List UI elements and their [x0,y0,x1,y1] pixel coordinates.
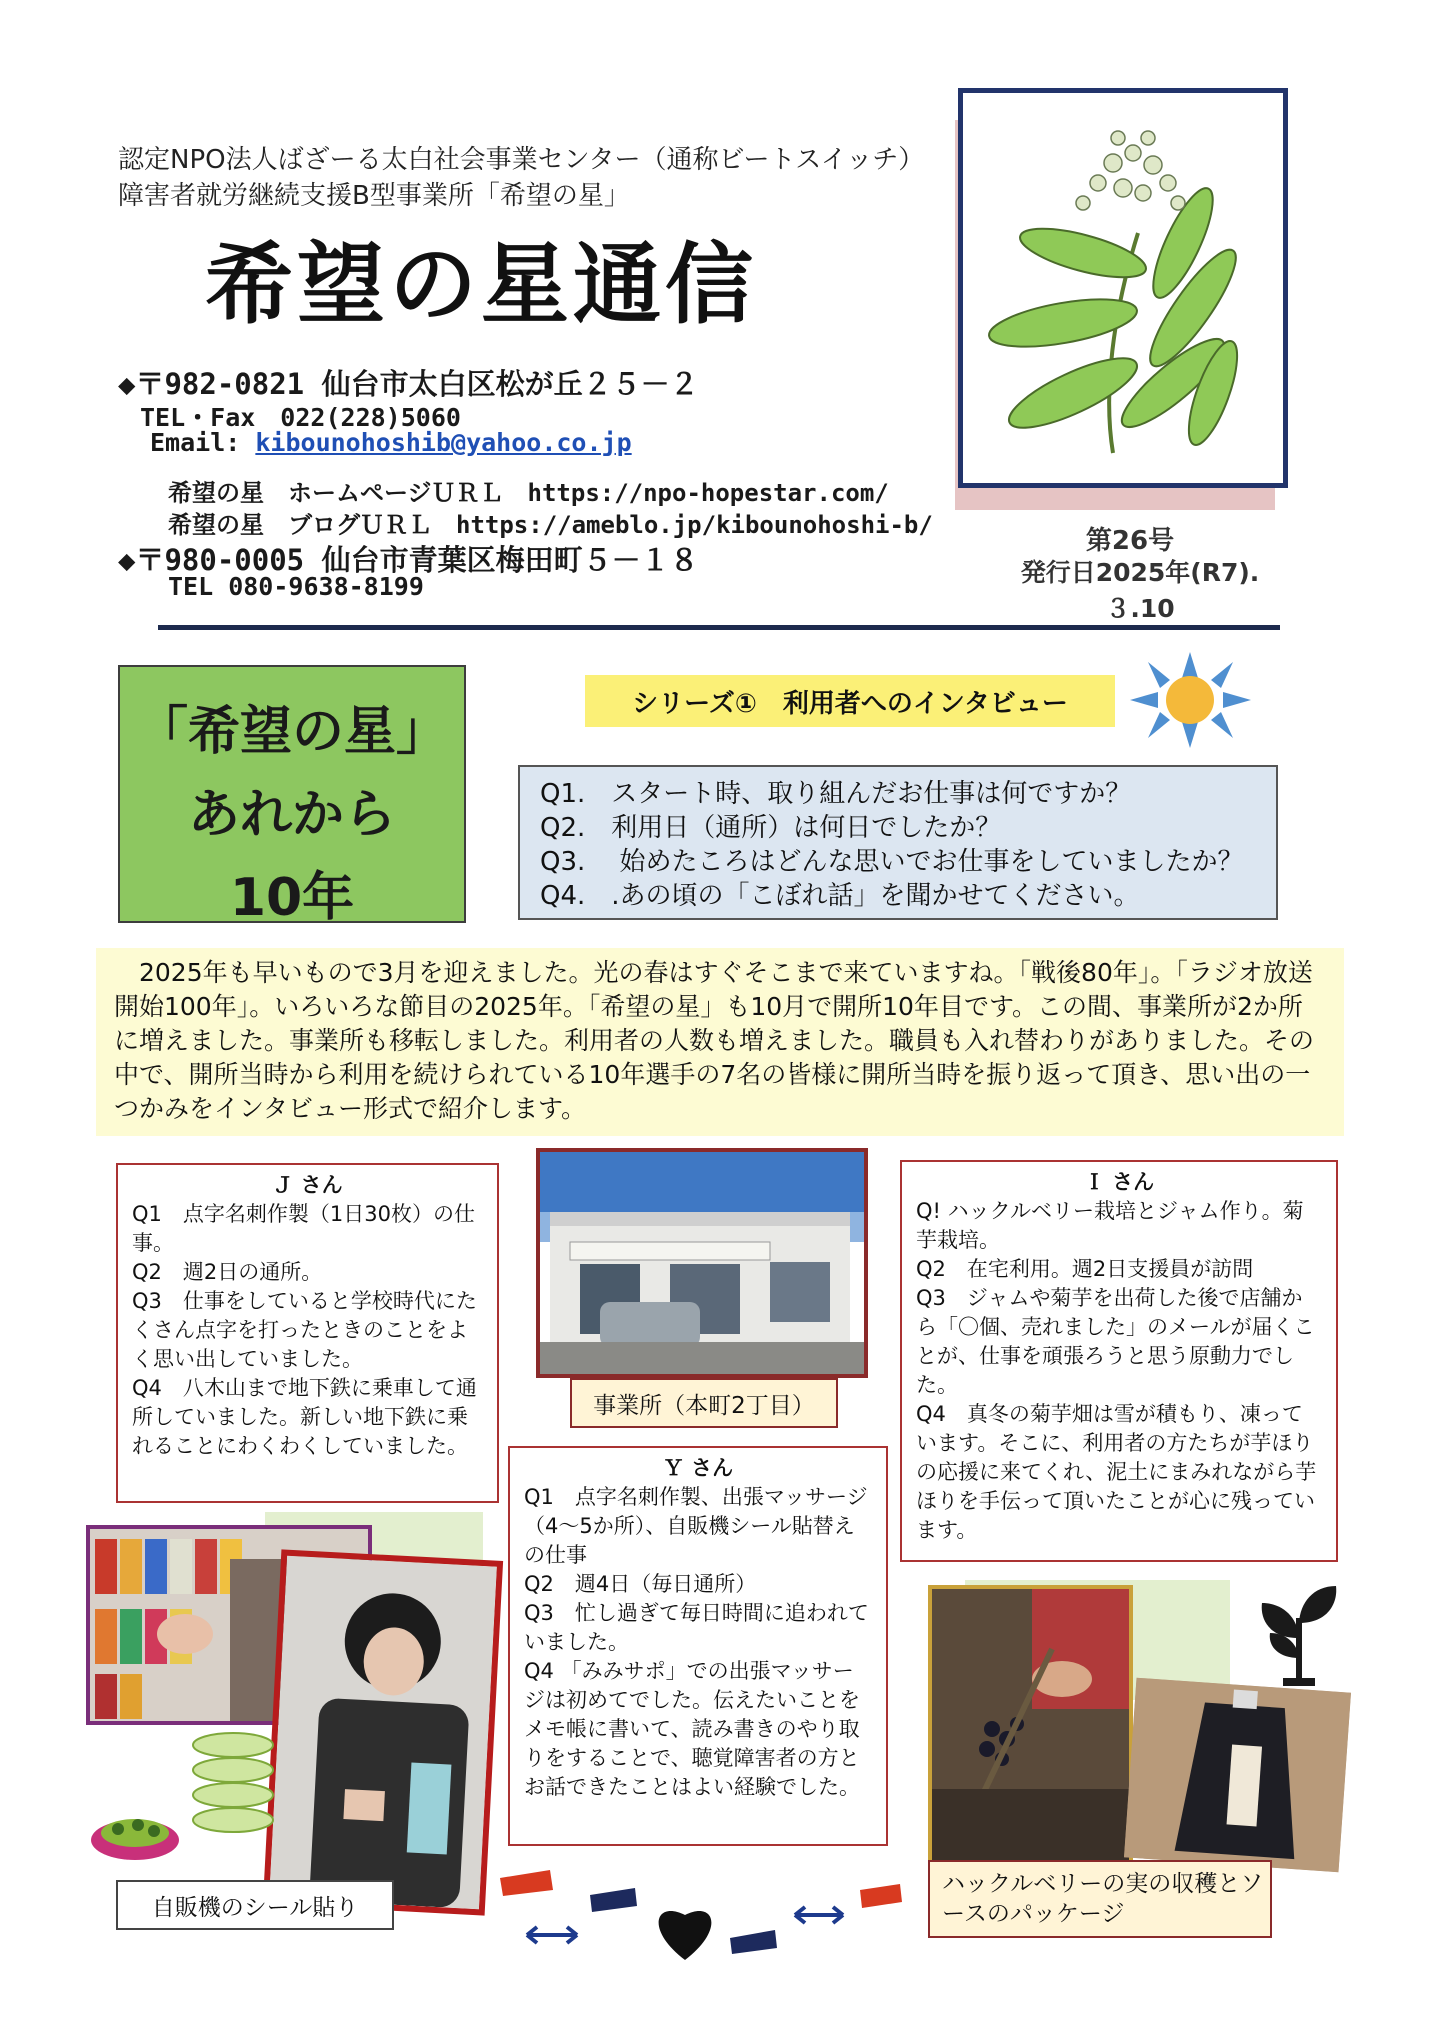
org-line-2: 障害者就労継続支援B型事業所「希望の星」 [118,181,630,211]
dessert-icon [88,1795,183,1865]
tel-fax: TEL・Fax 022(228)5060 [140,403,461,432]
issue-number: 第26号 [1085,526,1175,556]
answer-1: Q1 点字名刺作製、出張マッサージ（4～5か所）、自販機シール貼替えの仕事 [524,1485,868,1567]
interview-i [900,1160,1338,1562]
question-1: Q1. スタート時、取り組んだお仕事は何ですか？ [540,779,1132,809]
vending-caption: 自販機のシール貼り [116,1880,394,1930]
sauce-photo [1124,1678,1351,1873]
plant-illustration [958,88,1288,488]
person-name: Ｙ さん [662,1456,734,1480]
question-2: Q2. 利用日（通所）は何日でしたか？ [540,813,1002,843]
feature-title-box [118,665,466,928]
answer-4: Q4 真冬の菊芋畑は雪が積もり、凍っています。そこに、利用者の方たちが芋ほりの応援に来てくれ、泥土にまみれながら芋ほりを手伝って頂いたことが心に残っています。 [916,1402,1317,1542]
feature-line-1: 「希望の星」 [135,702,448,762]
questions-box [518,765,1278,920]
decorative-bunting [495,1860,905,1970]
header-divider [158,625,1280,630]
address-1: ◆〒982-0821 仙台市太白区松が丘２５－２ [118,367,699,401]
office-caption: 事業所（本町2丁目） [570,1378,838,1428]
answer-2: Q2 週2日の通所。 [132,1260,323,1284]
homepage-url[interactable]: 希望の星 ホームページＵＲＬ https://npo-hopestar.com/ [168,479,889,507]
series-label: シリーズ① 利用者へのインタビュー [585,675,1115,727]
sprout-icon [1258,1578,1340,1688]
feature-line-3: 10年 [229,868,355,928]
sun-icon [1128,650,1253,750]
sticker-photo [263,1549,503,1915]
office-photo [536,1148,868,1378]
address-2: ◆〒980-0005 仙台市青葉区梅田町５－１８ [118,543,699,577]
question-3: Q3. 始めたころはどんな思いでお仕事をしていましたか？ [540,847,1244,877]
answer-3: Q3 ジャムや菊芋を出荷した後で店舗から「〇個、売れました」のメールが届くことが、仕事を頑張ろうと思う原動力でした。 [916,1286,1315,1397]
email-link[interactable]: kibounohoshib@yahoo.co.jp [255,428,632,457]
answer-4: Q4 「みみサポ」での出張マッサージは初めてでした。伝えたいことをメモ帳に書いて、読み書きのやり取りをすることで、聴覚障害者の方とお話できたことはよい経験でした。 [524,1659,860,1799]
jelly-cups-icon [185,1725,280,1835]
answer-4: Q4 八木山まで地下鉄に乗車して通所していました。新しい地下鉄に乗れることにわくわくしていました。 [132,1376,477,1458]
answer-3: Q3 忙し過ぎて毎日時間に追われていました。 [524,1601,869,1654]
person-name: Ｉ さん [1083,1170,1155,1194]
blog-url[interactable]: 希望の星 ブログＵＲＬ https://ameblo.jp/kibounohoshi-b/ [168,511,933,539]
issue-date: 発行日2025年(R7).３.10 [1020,558,1260,623]
tel-2: TEL 080-9638-8199 [168,572,424,601]
intro-paragraph: 2025年も早いもので3月を迎えました。光の春はすぐそこまで来ていますね。「戦後80年」。「ラジオ放送開始100年」。いろいろな節目の2025年。「希望の星」も10月で開所10年目です。この間、事業所が2か所に増えました。事業所も移転しました。利用者の人数も増えました。職員も入れ替わりがありました。その中で、開所当時から利用を続けられている10年選手の7名の皆様に開所当時を振り返って頂き、思い出の一つかみをインタビュー形式で紹介します。 [96,948,1344,1136]
answer-1: Q1 点字名刺作製（1日30枚）の仕事。 [132,1202,475,1255]
org-line-1: 認定NPO法人ばざーる太白社会事業センター（通称ビートスイッチ） [118,145,925,175]
interview-y [508,1446,888,1846]
newsletter-title: 希望の星通信 [205,233,758,336]
answer-3: Q3 仕事をしていると学校時代にたくさん点字を打ったときのことをよく思い出していました。 [132,1289,477,1371]
harvest-photo [928,1585,1133,1865]
answer-2: Q2 週4日（毎日通所） [524,1572,757,1596]
answer-2: Q2 在宅利用。週2日支援員が訪問 [916,1257,1254,1281]
answer-1: Q! ハックルベリー栽培とジャム作り。菊芋栽培。 [916,1199,1304,1252]
interview-j [116,1163,499,1503]
email-line [150,428,632,457]
question-4: Q4. .あの頃の「こぼれ話」を聞かせてください。 [540,881,1140,911]
email-label: Email: [150,428,256,457]
feature-line-2: あれから [187,785,396,845]
leaf-icon [963,93,1283,483]
person-name: Ｊ さん [272,1173,343,1197]
huckleberry-caption: ハックルベリーの実の収穫とソースのパッケージ [928,1860,1272,1938]
organization-info [118,142,924,214]
